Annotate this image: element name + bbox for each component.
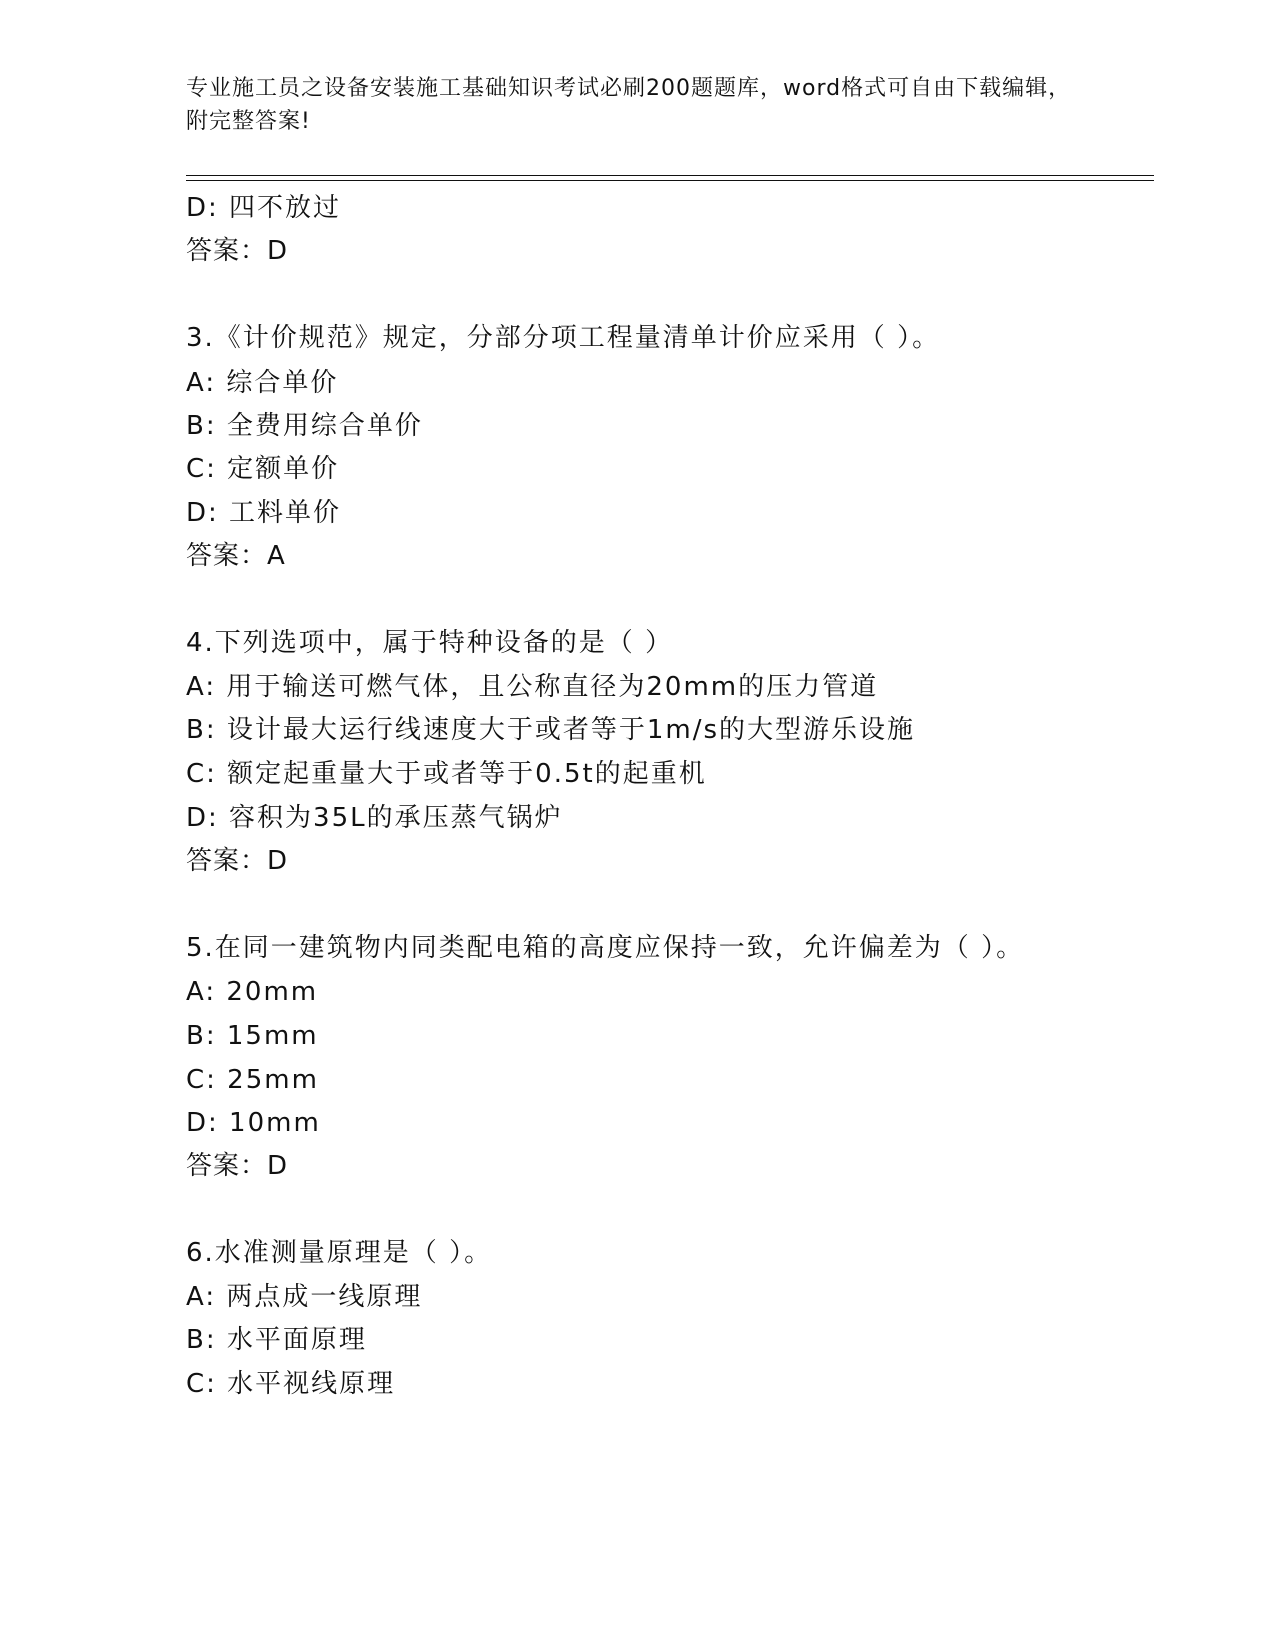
option-c: C: 25mm bbox=[186, 1065, 319, 1095]
question-4: 4.下列选项中，属于特种设备的是（ ） bbox=[186, 628, 674, 658]
option-c: C: 额定起重量大于或者等于0.5t的起重机 bbox=[186, 759, 707, 789]
question-6: 6.水准测量原理是（ ）。 bbox=[186, 1238, 493, 1268]
answer-line: 答案：D bbox=[186, 1151, 289, 1181]
option-a: A: 两点成一线原理 bbox=[186, 1282, 423, 1312]
option-d: D: 工料单价 bbox=[186, 498, 342, 528]
option-b: B: 设计最大运行线速度大于或者等于1m/s的大型游乐设施 bbox=[186, 715, 916, 745]
option-a: A: 用于输送可燃气体，且公称直径为20mm的压力管道 bbox=[186, 672, 879, 702]
option-a: A: 综合单价 bbox=[186, 368, 339, 398]
header-divider-bottom bbox=[186, 180, 1154, 181]
option-d: D: 容积为35L的承压蒸气锅炉 bbox=[186, 803, 563, 833]
answer-line: 答案：D bbox=[186, 236, 289, 266]
document-title: 专业施工员之设备安装施工基础知识考试必刷200题题库，word格式可自由下载编辑，附完整答案! bbox=[186, 76, 1072, 134]
option-b: B: 15mm bbox=[186, 1021, 319, 1051]
answer-line: 答案：D bbox=[186, 846, 289, 876]
option-c: C: 水平视线原理 bbox=[186, 1369, 396, 1399]
answer-line: 答案：A bbox=[186, 541, 286, 571]
document-header bbox=[186, 72, 1086, 138]
option-d: D: 四不放过 bbox=[186, 193, 342, 223]
option-b: B: 水平面原理 bbox=[186, 1325, 367, 1355]
header-divider-top bbox=[186, 175, 1154, 176]
option-b: B: 全费用综合单价 bbox=[186, 411, 423, 441]
option-d: D: 10mm bbox=[186, 1108, 321, 1138]
option-a: A: 20mm bbox=[186, 977, 319, 1007]
question-3: 3.《计价规范》规定，分部分项工程量清单计价应采用（ ）。 bbox=[186, 323, 941, 353]
option-c: C: 定额单价 bbox=[186, 454, 340, 484]
question-5: 5.在同一建筑物内同类配电箱的高度应保持一致，允许偏差为（ ）。 bbox=[186, 933, 1025, 963]
